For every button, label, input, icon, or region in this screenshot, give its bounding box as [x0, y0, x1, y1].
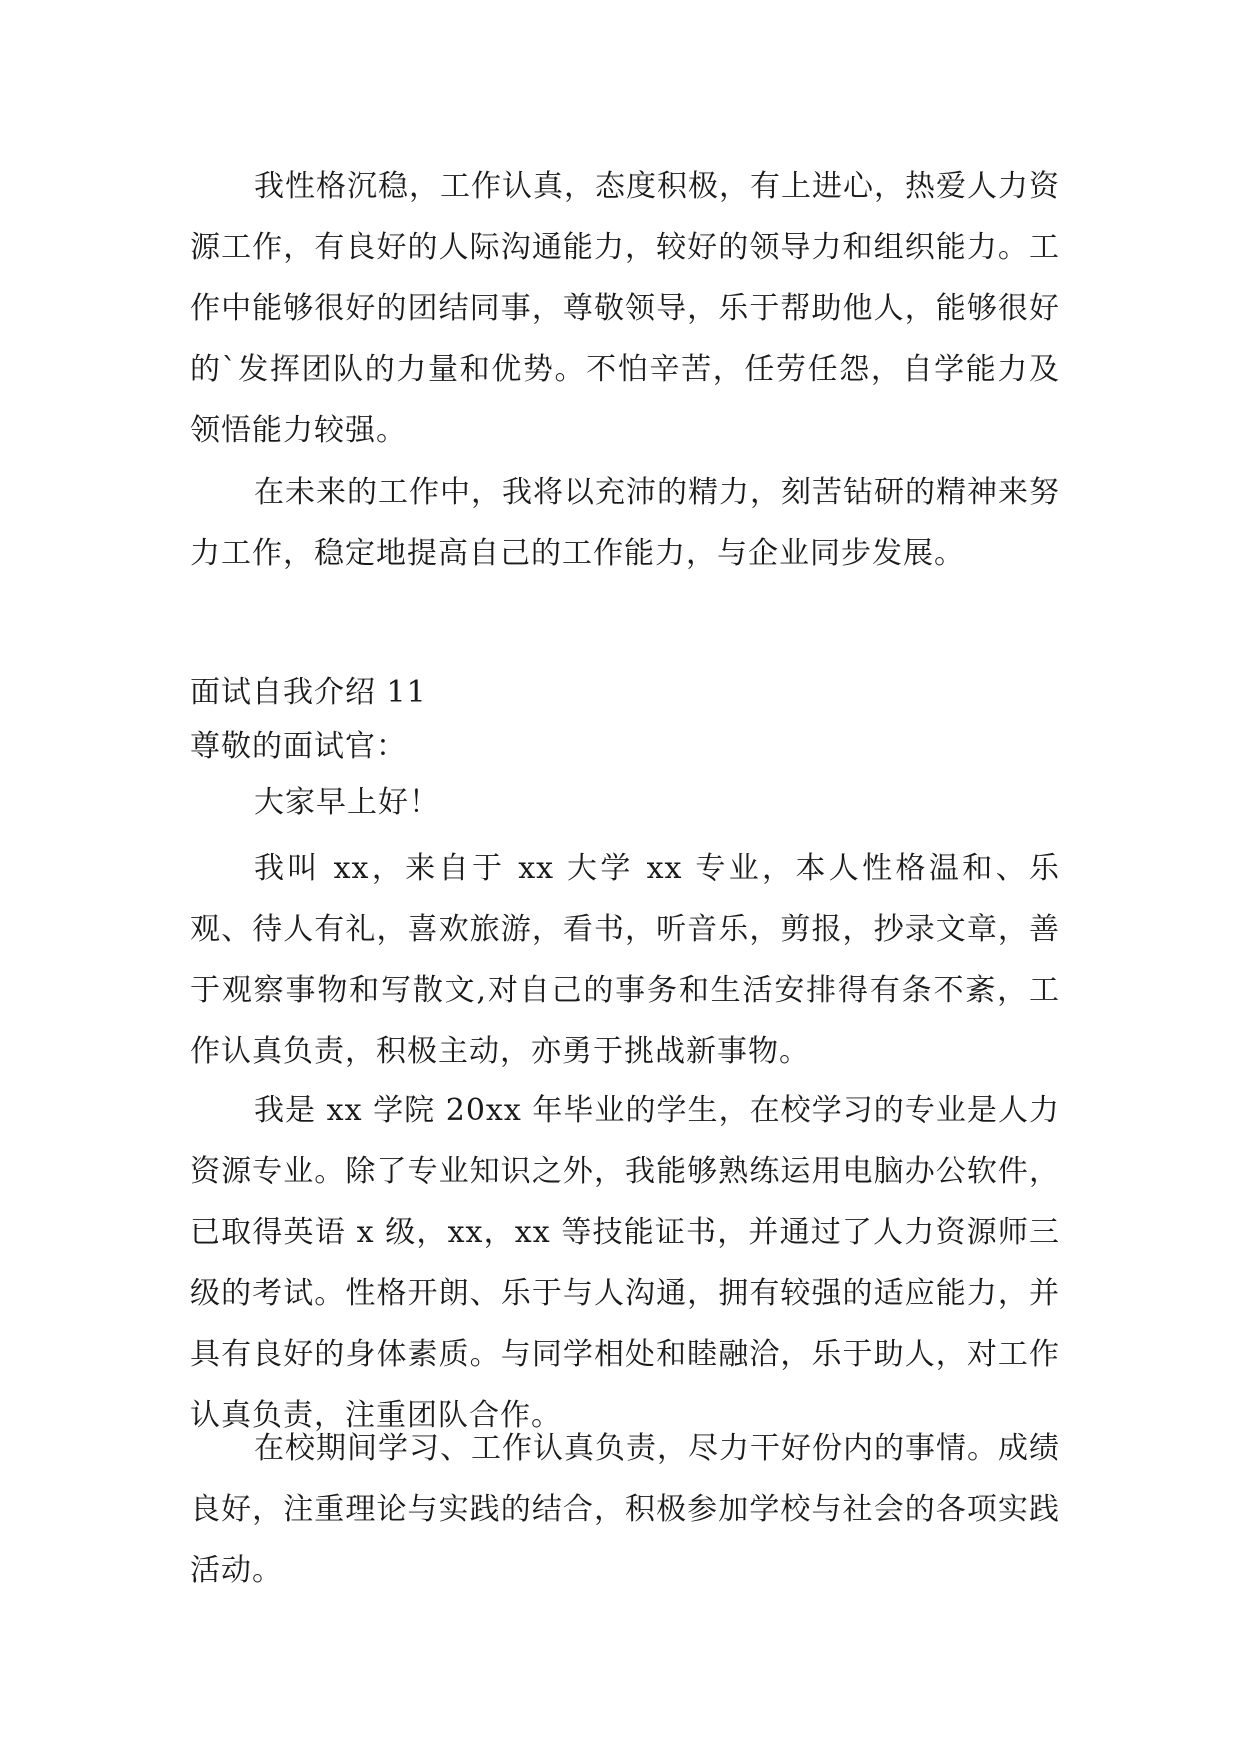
- salutation: 尊敬的面试官：: [190, 729, 407, 764]
- greeting: 大家早上好！: [254, 785, 440, 820]
- section-title: 面试自我介绍 11: [190, 675, 427, 710]
- paragraph-introduction: 我叫 xx，来自于 xx 大学 xx 专业，本人性格温和、乐观、待人有礼，喜欢旅游，看书，听音乐，剪报，抄录文章，善于观察事物和写散文,对自己的事务和生活安排得有条不紊，工作认真负责，积极主动，亦勇于挑战新事物。: [190, 851, 1060, 1069]
- paragraph-future-work: 在未来的工作中，我将以充沛的精力，刻苦钻研的精神来努力工作，稳定地提高自己的工作能力，与企业同步发展。: [190, 475, 1060, 571]
- paragraph-education: 我是 xx 学院 20xx 年毕业的学生，在校学习的专业是人力资源专业。除了专业知识之外，我能够熟练运用电脑办公软件，已取得英语 x 级，xx，xx 等技能证书，并通过了人力资源师三级的考试。性格开朗、乐于与人沟通，拥有较强的适应能力，并具有良好的身体素质。与同学相处和睦融洽，乐于助人，对工作认真负责，注重团队合作。: [190, 1093, 1060, 1433]
- paragraph-personality: 我性格沉稳，工作认真，态度积极，有上进心，热爱人力资源工作，有良好的人际沟通能力，较好的领导力和组织能力。工作中能够很好的团结同事，尊敬领导，乐于帮助他人，能够很好的`发挥团队的力量和优势。不怕辛苦，任劳任怨，自学能力及领悟能力较强。: [190, 169, 1060, 448]
- paragraph-school-activities: 在校期间学习、工作认真负责，尽力干好份内的事情。成绩良好，注重理论与实践的结合，积极参加学校与社会的各项实践活动。: [190, 1431, 1060, 1588]
